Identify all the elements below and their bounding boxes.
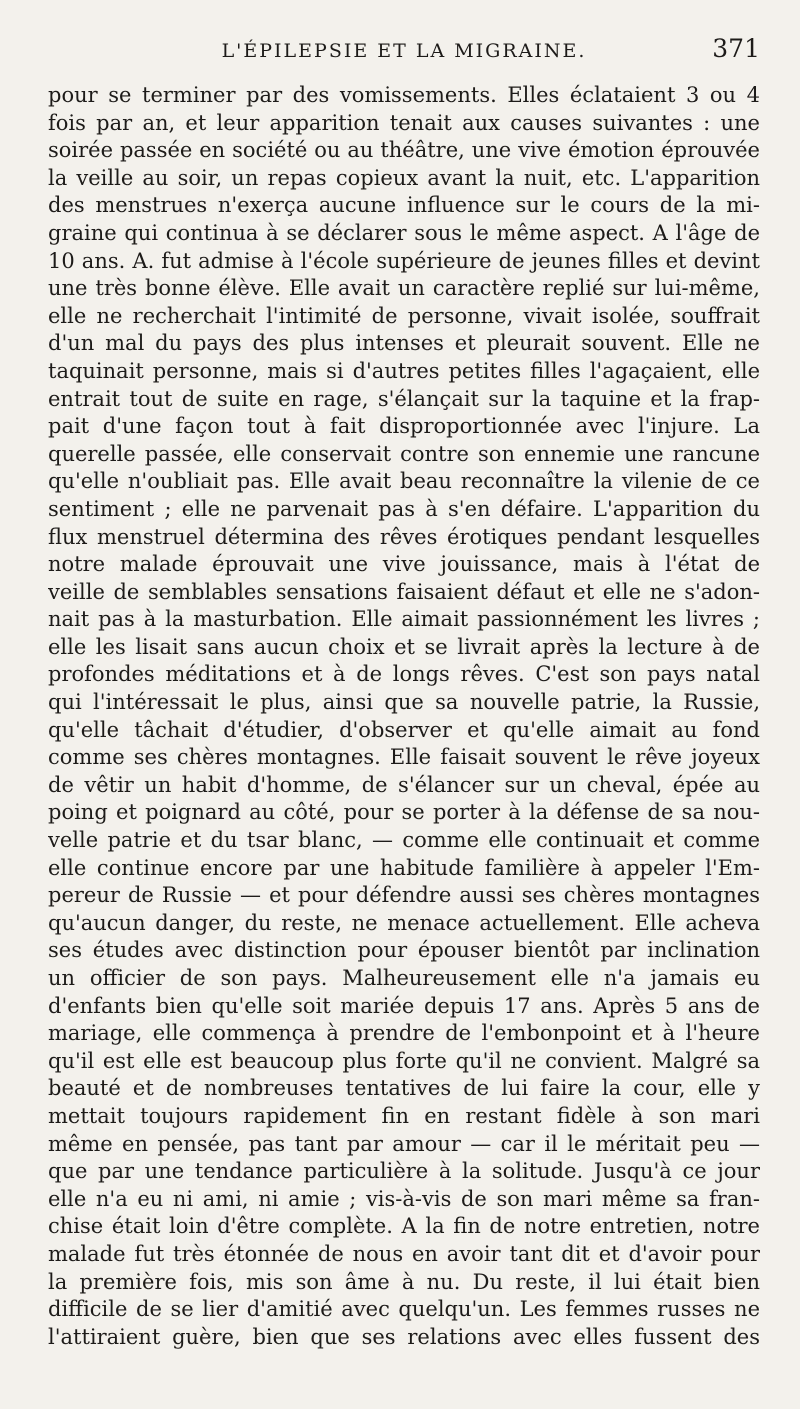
text-line: même en pensée, pas tant par amour — car il le méritait peu — [48, 1131, 760, 1156]
text-line: graine qui continua à se déclarer sous le même aspect. A l'âge de [48, 220, 760, 245]
text-line: beauté et de nombreuses tentatives de lui faire la cour, elle y [48, 1076, 760, 1101]
text-line: qu'elle n'oubliait pas. Elle avait beau reconnaître la vilenie de ce [48, 469, 760, 494]
text-line: d'enfants bien qu'elle soit mariée depuis 17 ans. Après 5 ans de [48, 993, 760, 1018]
text-line: qu'il est elle est beaucoup plus forte qu'il ne convient. Malgré sa [48, 1048, 760, 1073]
text-line: taquinait personne, mais si d'autres petites filles l'agaçaient, elle [48, 358, 760, 383]
body-text [48, 82, 760, 1351]
text-line: poing et poignard au côté, pour se porter à la défense de sa nou- [48, 800, 760, 825]
text-line: d'un mal du pays des plus intenses et pleurait souvent. Elle ne [48, 331, 760, 356]
running-head [48, 34, 760, 68]
text-line: elle les lisait sans aucun choix et se livrait après la lecture à de [48, 634, 760, 659]
text-line: la première fois, mis son âme à nu. Du reste, il lui était bien [48, 1269, 760, 1294]
text-line: mariage, elle commença à prendre de l'embonpoint et à l'heure [48, 1021, 760, 1046]
text-line: elle ne recherchait l'intimité de personne, vivait isolée, souffrait [48, 303, 760, 328]
text-line: notre malade éprouvait une vive jouissance, mais à l'état de [48, 552, 760, 577]
text-line: soirée passée en société ou au théâtre, une vive émotion éprouvée [48, 138, 760, 163]
text-line: de vêtir un habit d'homme, de s'élancer sur un cheval, épée au [48, 772, 760, 797]
text-line: qu'elle tâchait d'étudier, d'observer et qu'elle aimait au fond [48, 717, 760, 742]
text-line: pereur de Russie — et pour défendre aussi ses chères montagnes [48, 883, 760, 908]
text-line: profondes méditations et à de longs rêves. C'est son pays natal [48, 662, 760, 687]
text-line: mettait toujours rapidement fin en restant fidèle à son mari [48, 1103, 760, 1128]
text-line: qui l'intéressait le plus, ainsi que sa nouvelle patrie, la Russie, [48, 690, 760, 715]
text-line: malade fut très étonnée de nous en avoir tant dit et d'avoir pour [48, 1241, 760, 1266]
text-line: nait pas à la masturbation. Elle aimait passionnément les livres ; [48, 607, 760, 632]
text-line: fois par an, et leur apparition tenait aux causes suivantes : une [48, 110, 760, 135]
text-line: une très bonne élève. Elle avait un caractère replié sur lui-même, [48, 276, 760, 301]
text-line: que par une tendance particulière à la solitude. Jusqu'à ce jour [48, 1159, 760, 1184]
text-line: chise était loin d'être complète. A la fin de notre entretien, notre [48, 1214, 760, 1239]
text-line: qu'aucun danger, du reste, ne menace actuellement. Elle acheva [48, 910, 760, 935]
text-line: l'attiraient guère, bien que ses relations avec elles fussent des [48, 1324, 760, 1349]
page-number: 371 [712, 34, 760, 63]
text-line: querelle passée, elle conservait contre son ennemie une rancune [48, 441, 760, 466]
text-line: la veille au soir, un repas copieux avant la nuit, etc. L'apparition [48, 165, 760, 190]
text-line: elle continue encore par une habitude familière à appeler l'Em- [48, 855, 760, 880]
text-line: veille de semblables sensations faisaient défaut et elle ne s'adon- [48, 579, 760, 604]
text-line: entrait tout de suite en rage, s'élançait sur la taquine et la frap- [48, 386, 760, 411]
text-line: difficile de se lier d'amitié avec quelqu'un. Les femmes russes ne [48, 1297, 760, 1322]
text-line: velle patrie et du tsar blanc, — comme elle continuait et comme [48, 828, 760, 853]
text-line: flux menstruel détermina des rêves érotiques pendant lesquelles [48, 524, 760, 549]
text-line: des menstrues n'exerça aucune influence sur le cours de la mi- [48, 193, 760, 218]
text-line: comme ses chères montagnes. Elle faisait souvent le rêve joyeux [48, 745, 760, 770]
text-line: 10 ans. A. fut admise à l'école supérieure de jeunes filles et devint [48, 248, 760, 273]
text-line: ses études avec distinction pour épouser bientôt par inclination [48, 938, 760, 963]
text-line: pait d'une façon tout à fait disproportionnée avec l'injure. La [48, 414, 760, 439]
text-line: elle n'a eu ni ami, ni amie ; vis-à-vis de son mari même sa fran- [48, 1186, 760, 1211]
text-line: sentiment ; elle ne parvenait pas à s'en défaire. L'apparition du [48, 496, 760, 521]
text-line: pour se terminer par des vomissements. Elles éclataient 3 ou 4 [48, 83, 760, 107]
running-title: L'ÉPILEPSIE ET LA MIGRAINE. [221, 40, 587, 62]
text-line: un officier de son pays. Malheureusement elle n'a jamais eu [48, 966, 760, 990]
